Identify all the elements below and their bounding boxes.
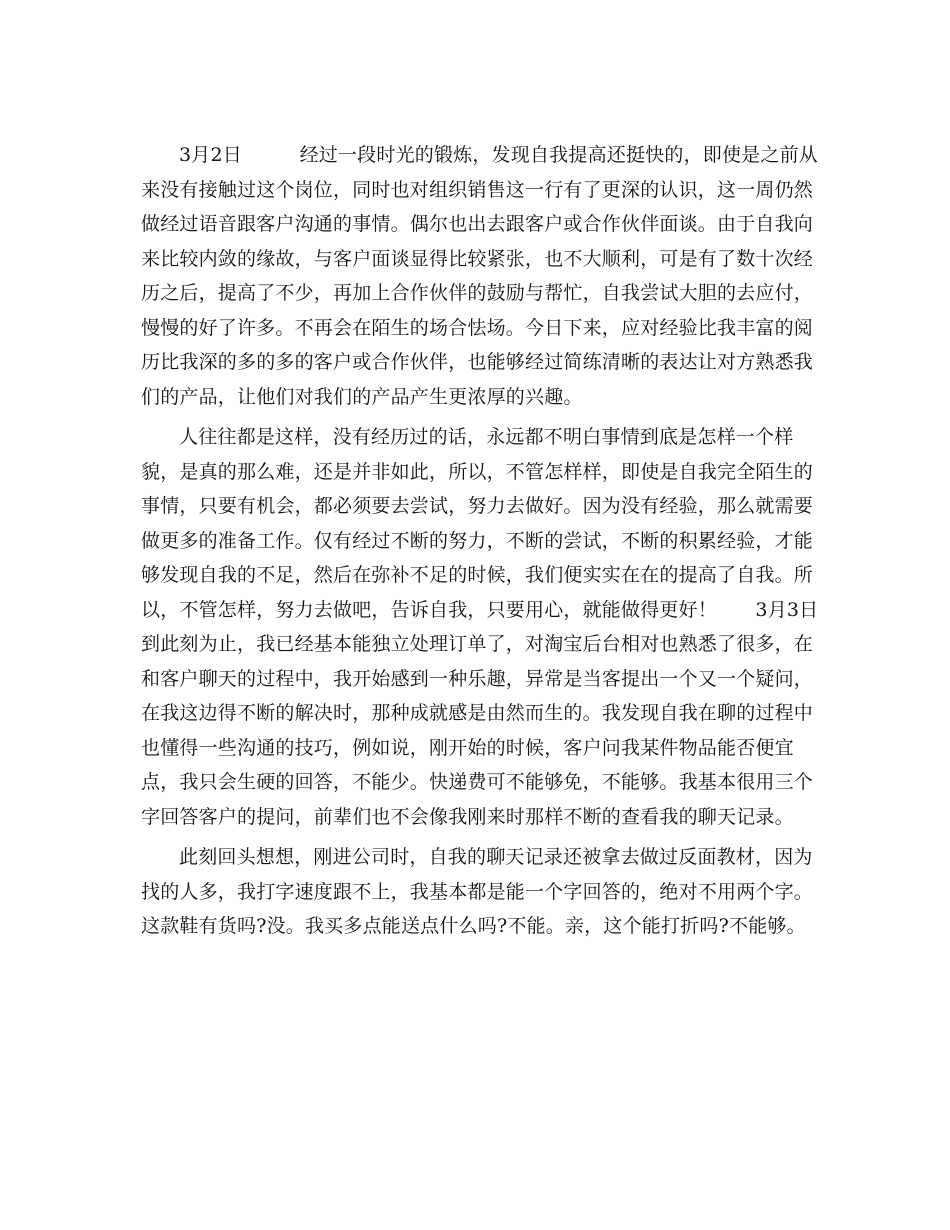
paragraph-2: 人往往都是这样，没有经历过的话，永远都不明白事情到底是怎样一个样貌，是真的那么难，还是并非如此，所以，不管怎样样，即使是自我完全陌生的事情，只要有机会，都必须要去尝试，努力去做好。因为没有经验，那么就需要做更多的准备工作。仅有经过不断的努力，不断的尝试，不断的积累经验，才能够发现自我的不足，然后在弥补不足的时候，我们便实实在在的提高了自我。所以，不管怎样，努力去做吧，告诉自我，只要用心，就能做得更好！ 3月3日 到此刻为止，我已经基本能独立处理订单了，对淘宝后台相对也熟悉了很多，在和客户聊天的过程中，我开始感到一种乐趣，异常是当客提出一个又一个疑问，在我这边得不断的解决时，那种成就感是由然而生的。我发现自我在聊的过程中也懂得一些沟通的技巧，例如说，刚开始的时候，客户问我某件物品能否便宜点，我只会生硬的回答，不能少。快递费可不能够免，不能够。我基本很用三个字回答客户的提问，前辈们也不会像我刚来时那样不断的查看我的聊天记录。 <box>141 426 876 828</box>
paragraph-1: 3月2日 经过一段时光的锻炼，发现自我提高还挺快的，即使是之前从来没有接触过这个岗位，同时也对组织销售这一行有了更深的认识，这一周仍然做经过语音跟客户沟通的事情。偶尔也出去跟客户或合作伙伴面谈。由于自我向来比较内敛的缘故，与客户面谈显得比较紧张，也不大顺利，可是有了数十次经历之后，提高了不少，再加上合作伙伴的鼓励与帮忙，自我尝试大胆的去应付，慢慢的好了许多。不再会在陌生的场合怯场。今日下来，应对经验比我丰富的阅历比我深的多的多的客户或合作伙伴，也能够经过简练清晰的表达让对方熟悉我们的产品，让他们对我们的产品产生更浓厚的兴趣。 <box>141 144 818 408</box>
paragraph-3: 此刻回头想想，刚进公司时，自我的聊天记录还被拿去做过反面教材，因为找的人多，我打字速度跟不上，我基本都是能一个字回答的，绝对不用两个字。这款鞋有货吗?没。我买多点能送点什么吗?不能。亲，这个能打折吗?不能够。 <box>141 846 814 937</box>
document-page <box>141 138 876 944</box>
